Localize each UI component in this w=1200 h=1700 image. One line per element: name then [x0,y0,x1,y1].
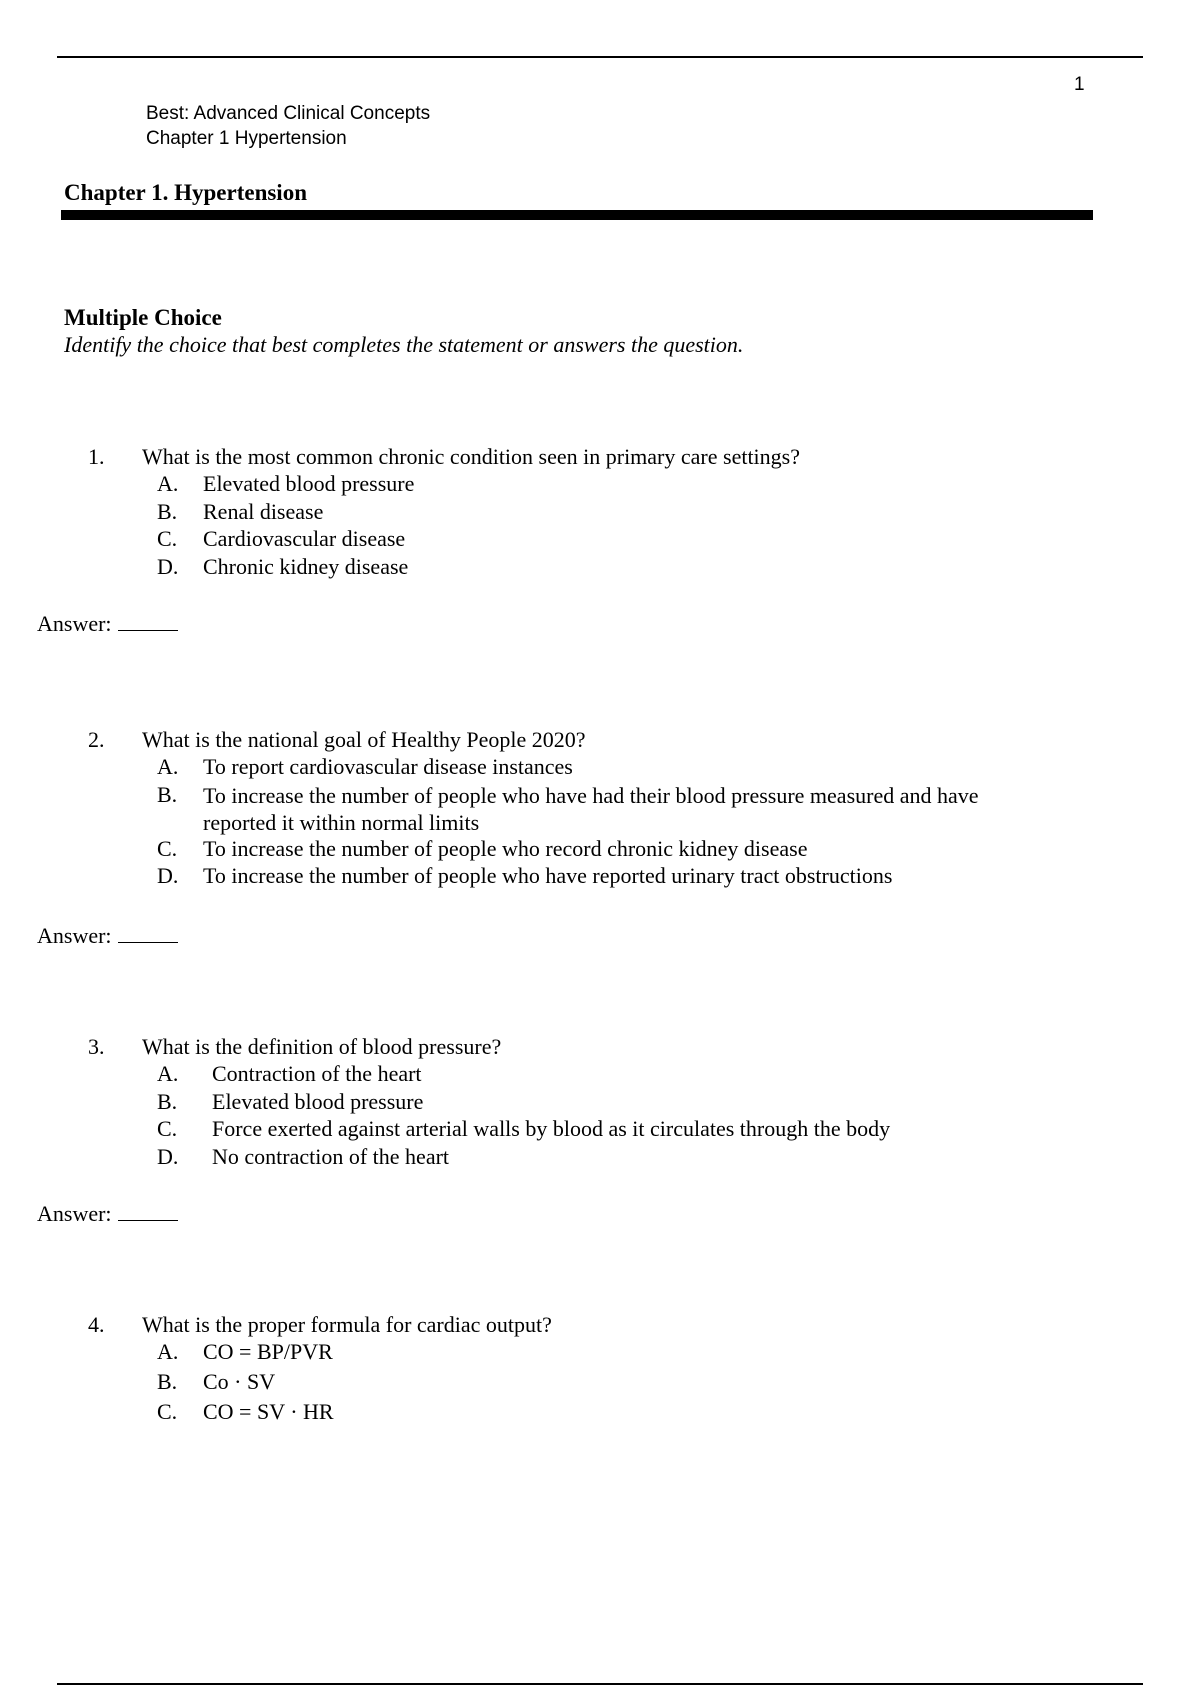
option-letter: D. [157,553,179,579]
question-text: What is the most common chronic condition seen in primary care settings? [142,444,800,469]
chapter-title: Chapter 1. Hypertension [64,180,307,205]
answer-blank[interactable] [118,612,178,631]
section-instructions: Identify the choice that best completes the statement or answers the question. [64,332,744,357]
answer-blank[interactable] [118,924,178,943]
question-text: What is the definition of blood pressure? [142,1034,502,1059]
option-b [0,1089,1000,1117]
option-text: Renal disease [203,498,324,524]
answer-2 [37,923,178,949]
option-letter: B. [157,498,178,524]
answer-blank[interactable] [118,1202,178,1221]
option-a [0,754,1000,782]
option-letter: D. [157,863,179,888]
option-c [0,1399,1000,1429]
option-list [0,1339,1000,1429]
option-letter: C. [157,1116,178,1141]
bottom-rule [57,1683,1143,1685]
page-number: 1 [1074,74,1085,95]
answer-label: Answer: [37,923,112,948]
option-letter: B. [157,1088,178,1114]
option-list [0,1061,1000,1171]
option-c [0,836,1000,864]
option-letter: A. [157,1061,179,1086]
option-text: Cardiovascular disease [203,526,406,551]
option-text: To report cardiovascular disease instances [203,754,573,779]
option-letter: A. [157,1339,179,1364]
option-letter: A. [157,754,179,779]
section-title: Multiple Choice [64,305,222,330]
question-text: What is the national goal of Healthy People 2020? [142,727,586,752]
option-c [0,1116,1000,1144]
option-text: To increase the number of people who record chronic kidney disease [203,835,808,861]
running-head [146,101,430,151]
book-title: Best: Advanced Clinical Concepts [146,103,431,124]
option-letter: C. [157,526,178,551]
option-text: Elevated blood pressure [203,471,415,496]
option-c [0,526,1000,554]
option-text: To increase the number of people who have reported urinary tract obstructions [203,863,893,888]
option-d [0,1144,1000,1172]
answer-1 [37,611,178,637]
option-d [0,554,1000,582]
option-letter: C. [157,835,178,861]
option-list [0,754,1000,891]
option-b [0,1369,1000,1399]
option-letter: D. [157,1143,179,1169]
chapter-running-head: Chapter 1 Hypertension [146,128,347,149]
option-d [0,863,1000,891]
question-number: 3. [88,1034,105,1059]
option-letter: C. [157,1399,178,1424]
option-text: Elevated blood pressure [212,1088,424,1114]
option-text: Chronic kidney disease [203,553,409,579]
option-text: CO = BP/PVR [203,1339,333,1364]
question-text: What is the proper formula for cardiac output? [142,1312,552,1337]
option-text: Co · SV [203,1369,276,1394]
option-text: To increase the number of people who have had their blood pressure measured and have reported it within normal limits [203,782,979,835]
option-a [0,1061,1000,1089]
option-text: Contraction of the heart [212,1061,422,1086]
option-a [0,471,1000,499]
option-letter: A. [157,471,179,496]
option-text: No contraction of the heart [212,1143,450,1169]
question-number: 1. [88,444,105,469]
option-letter: B. [157,1369,178,1394]
option-a [0,1339,1000,1369]
question-number: 2. [88,727,105,752]
top-rule [57,56,1143,58]
question-number: 4. [88,1312,105,1337]
option-list [0,471,1000,581]
answer-label: Answer: [37,1201,112,1226]
answer-3 [37,1201,178,1227]
option-b [0,499,1000,527]
option-text: CO = SV · HR [203,1399,334,1424]
option-letter: B. [157,781,178,807]
answer-label: Answer: [37,611,112,636]
option-b [0,782,1000,836]
chapter-divider [61,210,1093,220]
option-text: Force exerted against arterial walls by blood as it circulates through the body [212,1116,891,1141]
